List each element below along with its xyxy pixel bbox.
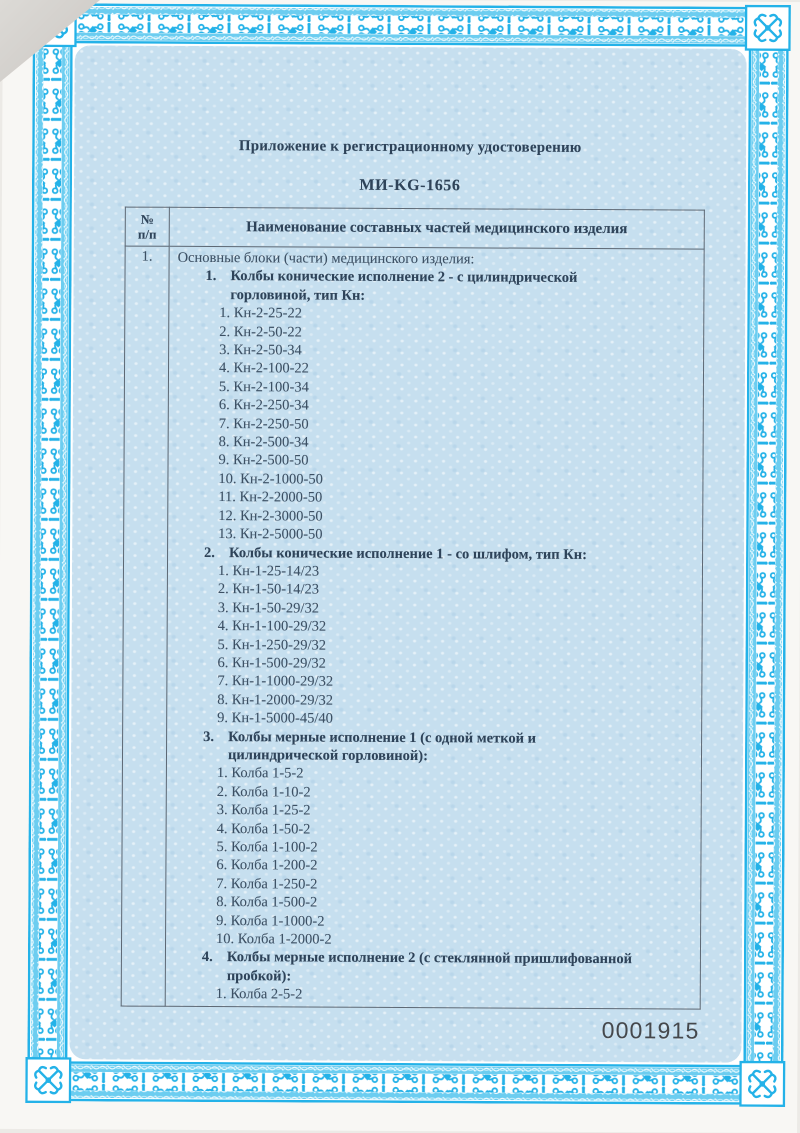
section-heading [205,267,697,306]
section-heading [204,543,696,564]
component-item: 6. Колба 1-200-2 [216,857,318,874]
section-items [202,764,695,951]
table-row [121,246,704,1009]
component-item: 9. Кн-1-5000-45/40 [217,710,333,727]
component-item: 1. Колба 1-5-2 [216,765,304,782]
component-item: 9. Колба 1-1000-2 [216,912,325,930]
component-item: 5. Кн-2-100-34 [218,378,309,396]
component-item: 3. Кн-1-50-29/32 [217,599,320,617]
section-title: Колбы конические исполнение 2 - с цилиндрической горловиной, тип Кн: [230,268,578,304]
component-item: 4. Кн-2-100-22 [218,360,309,377]
component-item: 7. Кн-1-1000-29/32 [217,673,334,690]
component-section [203,543,696,730]
component-item: 4. Кн-1-100-29/32 [217,618,327,635]
component-item: 3. Кн-2-50-34 [219,342,302,359]
component-item: 6. Кн-1-500-29/32 [217,654,326,672]
component-sections [202,267,698,1006]
component-item: 2. Кн-2-50-22 [219,323,302,341]
component-item: 7. Кн-2-250-50 [218,415,309,433]
section-number: 4. [201,949,213,966]
section-items [203,562,696,730]
component-item: 7. Колба 1-250-2 [216,875,318,893]
component-item: 5. Кн-1-250-29/32 [217,636,327,654]
components-table-wrapper [121,207,705,1010]
component-item: 8. Кн-1-2000-29/32 [217,691,334,709]
serial-number: 0001915 [601,1017,700,1044]
component-item: 10. Колба 1-2000-2 [215,931,332,948]
component-item: 6. Кн-2-250-34 [218,397,309,414]
component-item: 8. Колба 1-500-2 [216,894,318,911]
section-title: Колбы конические исполнение 1 - со шлифом, тип Кн: [229,544,587,563]
component-item: 12. Кн-2-3000-50 [218,507,323,525]
component-section [202,948,694,1006]
section-heading [203,728,695,767]
section-number: 2. [204,544,215,561]
column-header-num-line2: п/п [137,226,157,242]
row-number: 1. [121,246,169,1006]
component-item: 8. Кн-2-500-34 [218,434,309,451]
component-item: 1. Кн-1-25-14/23 [217,562,320,580]
component-item: 9. Кн-2-500-50 [218,452,309,469]
document-number: МИ-KG-1656 [359,176,461,195]
row-intro: Основные блоки (части) медицинского изделия: [177,249,475,268]
component-item: 11. Кн-2-2000-50 [218,489,323,506]
section-number: 3. [203,728,215,745]
component-item: 10. Кн-2-1000-50 [218,470,323,488]
component-item: 13. Кн-2-5000-50 [218,526,323,543]
section-title: Колбы мерные исполнение 1 (с одной меткой и цилиндрической горловиной): [227,728,537,765]
component-item: 2. Колба 1-10-2 [216,783,311,801]
component-item: 2. Кн-1-50-14/23 [217,581,320,598]
section-title: Колбы мерные исполнение 2 (с стеклянной пришлифованной пробкой): [226,949,633,985]
component-section [204,267,697,546]
document-title: Приложение к регистрационному удостоверению [238,138,582,156]
section-items [202,985,694,1006]
section-heading [202,948,694,987]
section-items [204,304,697,546]
column-header-name: Наименование составных частей медицинского изделия [169,207,704,249]
column-header-num [125,207,169,246]
component-item: 3. Колба 1-25-2 [216,802,311,819]
component-item: 5. Колба 1-100-2 [216,839,318,856]
section-number: 1. [205,268,217,285]
component-section [202,728,695,951]
components-table [121,207,705,1010]
component-item: 4. Колба 1-50-2 [216,820,311,838]
component-item: 1. Колба 2-5-2 [215,986,303,1003]
column-header-num-line1: № [140,211,154,227]
table-header-row [125,207,704,249]
row-content [165,246,704,1008]
component-item: 1. Кн-2-25-22 [219,305,303,322]
